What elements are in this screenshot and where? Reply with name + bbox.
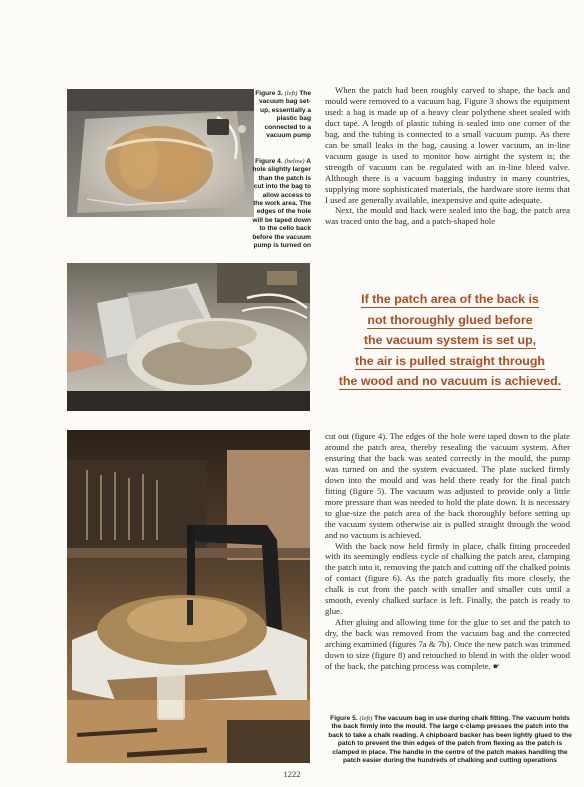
article-paragraph-1: When the patch had been roughly carved to shape, the back and mould were removed to a vacuum bag. Figure 3 shows the equipment used: a bag is made up of a heavy clear polythene sheet sealed with duct tape. A length of plastic tubing is sealed into one corner of the bag, and the tubing is connected to a small vacuum pump. As there can be small leaks in the bag, causing a lower vacuum, an in-line vacuum gauge is used to monitor how airtight the system is; the strength of vacuum can be regulated with an in-line bleed valve. Although there is a vacuum bagging industry in many countries, supplying more sophisticated materials, the hardware store items that I used are generally available, inexpensive and quite adequate. [325,85,570,205]
figure3-position: (left) [284,90,298,97]
pull-quote-line-1: If the patch area of the back is [361,292,539,306]
figure4-caption [251,158,311,250]
article-paragraph-2-cont: cut out (figure 4). The edges of the hole were taped down to the plate around the patch area, thereby resealing the vacuum system. After ensuring that the back was seated correctly in the mould, the pump was turned on and the system evacuated. The plate sucked firmly down into the mould and was held there ready for the final patch fitting (figure 5). The vacuum was adjusted to provide only a little more pressure than was needed to hold the plate down. It is necessary to glue-size the patch area of the back thoroughly before setting up the vacuum system otherwise air is pulled straight through the wood and no vacuum is achieved. [325,431,570,540]
figure3-caption [255,90,311,140]
pull-quote-line-2: not thoroughly glued before [367,312,533,327]
pull-quote-line-5: the wood and no vacuum is achieved. [338,374,562,388]
pull-quote [322,289,578,392]
pull-quote-line-4: the air is pulled straight through [355,353,545,368]
figure3-label: Figure 3. [255,90,283,97]
figure4-photo [67,263,310,411]
page-number: 1222 [283,769,301,779]
figure5-label: Figure 5. [330,715,358,722]
article-paragraph-2-start: Next, the mould and back were sealed into the bag, the patch area was traced onto the bag, and a patch-shaped hole [325,205,570,227]
figure5-position: (left) [359,715,373,722]
figure4-label: Figure 4. [255,158,283,165]
article-column-bottom [325,431,570,673]
figure3-photo [67,89,254,217]
article-column-top [325,85,570,227]
figure5-text: The vacuum bag in use during chalk fitting. The vacuum holds the back firmly into the mould. The large c-clamp presses the patch into the back to take a chalk reading. A chipboard backer has been lightly glued to the patch to prevent the thin edges of the patch from flexing as the patch is clamped in place. The handle in the centre of the patch makes handling the patch easier during the hundreds of chalking and cutting operations [328,715,572,765]
figure4-text: A hole slightly larger than the patch is cut into the bag to allow access to the work area. The edges of the hole will be taped down to the cello back before the vacuum pump is turned on [252,158,311,250]
article-paragraph-4: After gluing and allowing time for the glue to set and the patch to dry, the back was removed from the vacuum bag and the corrected arching examined (figures 7a & 7b). Once the new patch was trimmed down to size (figure 8) and retouched to blend in with the older wood of the back, the patching process was complete. ☛ [325,617,570,672]
pull-quote-line-3: the vacuum system is set up, [363,333,537,347]
figure3-text: The vacuum bag set-up, essentially a plastic bag connected to a vacuum pump [258,90,311,140]
figure5-caption [325,715,575,765]
figure5-photo [67,430,310,763]
figure4-position: (below) [284,158,305,165]
article-paragraph-3: With the back now held firmly in place, chalk fitting proceeded with its seemingly endless cycle of chalking the patch area, clamping the patch into it, removing the patch and cutting off the chalked points of contact (figure 6). As the patch gradually fits more closely, the chalk is cut from the patch with smaller and smaller cuts until a smooth, evenly chalked surface is left. Finally, the patch is ready to glue. [325,540,570,617]
end-mark-icon: ☛ [492,662,501,672]
